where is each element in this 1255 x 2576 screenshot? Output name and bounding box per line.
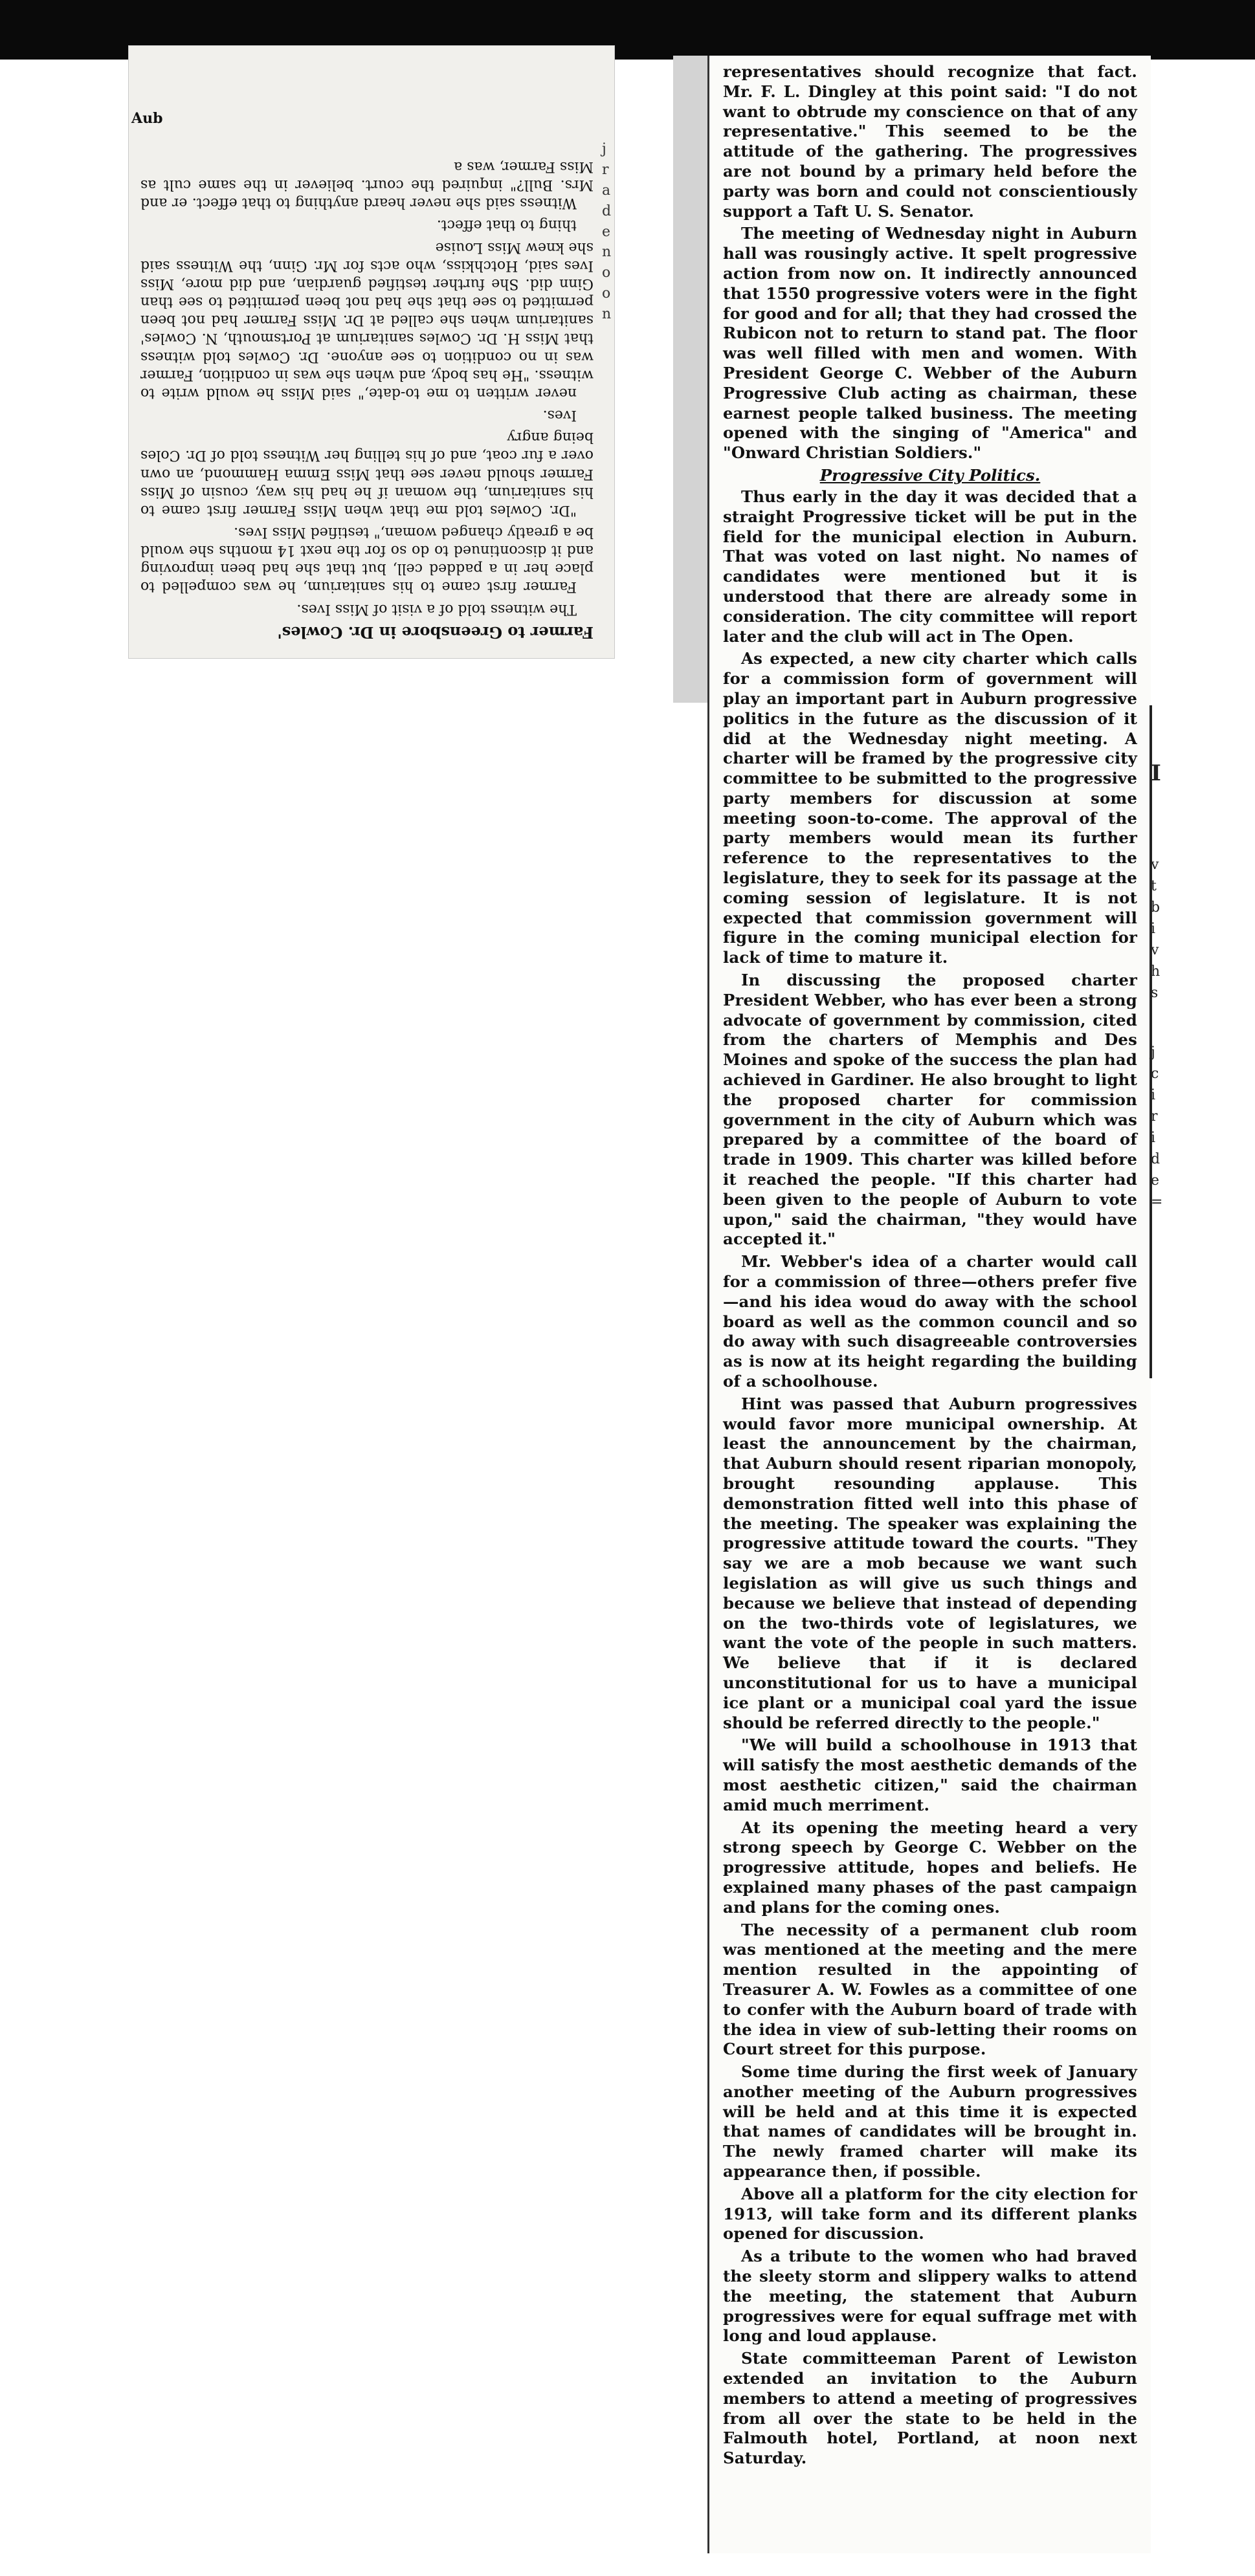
clipping-paragraph: never written to me to-date," said Miss he would write to witness. "He has body, and when she was in condition, Farmer was in no condition to see anyone. Dr. Cowles told witness that Miss H. Dr. Cowles sanitarium at Portsmouth, N. Cowles' sanitarium when she called at Dr. Miss Farmer had not been permitted to see that she had not been permitted to see than Ginn did. She further testified guardian, and did more, Miss Ives said, Hotchkiss, who acts for Mr. Ginn, the Witness said she knew Miss Louise bbox=[140, 239, 594, 401]
adjacent-column-letters: v t b i v h s bbox=[1151, 857, 1161, 1001]
article-paragraph: Above all a platform for the city election for 1913, will take form and its different planks opened for discussion. bbox=[723, 2184, 1137, 2243]
adjacent-column-letters: j c i r i d e = bbox=[1151, 1044, 1163, 1210]
article-paragraph: The meeting of Wednesday night in Auburn hall was rousingly active. It spelt progressive action from now on. It indirectly announced that 1550 progressive voters were in the fight for good and for all; that they had crossed the Rubicon not to return to stand pat. The floor was well filled with men and women. With President George C. Webber of the Auburn Progressive Club acting as chairman, these earnest people talked business. The meeting opened with the singing of "America" and "Onward Christian Soldiers." bbox=[723, 224, 1137, 463]
article-paragraph: As a tribute to the women who had braved the sleety storm and slippery walks to attend the meeting, the statement that Auburn progressives were for equal suffrage met with long and loud applause. bbox=[723, 2247, 1137, 2346]
adjacent-column-fragment: I bbox=[1151, 760, 1161, 786]
clipping-paragraph: Farmer first came to his sanitarium, he was compelled to place her in a padded cell, but that she had been improving and it discontinued to do so for the next 14 months she would be a greatly changed woman," testified Miss Ives. bbox=[140, 523, 594, 595]
article-paragraph: State committeeman Parent of Lewiston extended an invitation to the Auburn members to attend a meeting of progressives from all over the state to be held in the Falmouth hotel, Portland, at noon next Saturday. bbox=[723, 2349, 1137, 2468]
column-rule-left bbox=[707, 56, 709, 2553]
article-paragraph: In discussing the proposed charter President Webber, who has ever been a strong advocate of government by commission, cited from the charters of Memphis and Des Moines and spoke of the success the plan had achieved in Gardiner. He also brought to light the proposed charter for commission government in the city of Auburn which was prepared by a committee of the board of trade in 1909. This charter was killed before it reached the people. "If this charter had been given to the people of Auburn to vote upon," said the chairman, "they would have accepted it." bbox=[723, 971, 1137, 1249]
clipping-paragraph: The witness told of a visit of Miss Ives. bbox=[296, 600, 577, 617]
article-paragraph: Some time during the first week of January another meeting of the Auburn progressives will be held and at this time it is expected that names of candidates will be brought in. The newly framed charter will make its appearance then, if possible. bbox=[723, 2062, 1137, 2181]
rotated-text-block bbox=[140, 60, 594, 643]
article-paragraph: Hint was passed that Auburn progressives would favor more municipal ownership. At least the announcement by the chairman, that Auburn should resent riparian monopoly, brought resounding applause. This demonstration fitted well into this phase of the meeting. The speaker was explaining the progressive attitude toward the courts. "They say we are a mob because we want such legislation as will give us such things and because we believe that instead of depending on the two-thirds vote of legislatures, we want the vote of the people in such matters. We believe that if it is declared unconstitutional for us to have a municipal ice plant or a municipal coal yard the issue should be referred directly to the people." bbox=[723, 1394, 1137, 1732]
article-body bbox=[723, 62, 1137, 2471]
article-paragraph: Thus early in the day it was decided that a straight Progressive ticket will be put in the field for the municipal election in Auburn. That was voted on last night. No names of candidates were mentioned but it is understood that there are already some in consideration. The city committee will report later and the club will act in The Open. bbox=[723, 487, 1137, 646]
clipping-header-line: Farmer to Greensbore in Dr. Cowles' bbox=[277, 623, 594, 642]
main-article-clipping bbox=[709, 56, 1151, 2553]
clipping-paragraph: "Dr. Cowles told me that when Miss Farmer first came to his sanitarium, the woman if he had his way, cousin of Miss Farmer should never see that Miss Emma Hammond, an own over a fur coat, and of his telling her Witness told of Dr. Coles being angry bbox=[140, 429, 594, 518]
clipping-header-label: Aub bbox=[131, 110, 163, 127]
section-subhead: Progressive City Politics. bbox=[819, 465, 1041, 485]
article-paragraph: representatives should recognize that fact. Mr. F. L. Dingley at this point said: "I do not want to obtrude my conscience on that of any representative." This seemed to be the attitude of the gathering. The progressives are not bound by a primary held before the party was born and could not conscientiously support a Taft U. S. Senator. bbox=[723, 62, 1137, 221]
article-paragraph: As expected, a new city charter which calls for a commission form of government will play an important part in Auburn progressive politics in the future as the discussion of it did at the Wednesday night meeting. A charter will be framed by the progressive city committee to be submitted to the progressive party members for discussion at some meeting soon-to-come. The approval of the party members would mean its further reference to the representatives to the legislature, they to seek for its passage at the coming session of legislature. It is not expected that commission government will figure in the coming municipal election for lack of time to mature it. bbox=[723, 649, 1137, 967]
article-paragraph: At its opening the meeting heard a very strong speech by George C. Webber on the progressive attitude, hopes and beliefs. He explained many phases of the past campaign and plans for the coming ones. bbox=[723, 1818, 1137, 1917]
upside-down-clipping bbox=[128, 45, 615, 659]
clipping-margin-letters: j r a d e n o o n bbox=[602, 141, 612, 323]
clipping-paragraph: Ives. bbox=[542, 407, 577, 424]
article-paragraph: "We will build a schoolhouse in 1913 that will satisfy the most aesthetic demands of the most aesthetic citizen," said the chairman amid much merriment. bbox=[723, 1735, 1137, 1814]
clipping-paragraph: thing to that effect. bbox=[436, 217, 577, 234]
article-paragraph: The necessity of a permanent club room was mentioned at the meeting and the mere mention resulted in the appointing of Treasurer A. W. Fowles as a committee of one to confer with the Auburn board of trade with the idea in view of sub-letting their rooms on Court street for this purpose. bbox=[723, 1920, 1137, 2059]
clipping-paragraph: Witness said she never heard anything to that effect. er and Mrs. Bull?" inquired the court. believer in the same cult as Miss Farmer, was a bbox=[140, 159, 594, 212]
article-paragraph: Mr. Webber's idea of a charter would call for a commission of three—others prefer five—and his idea woud do away with the school board as well as the common council and so do away with such disagreeable controversies as is now at its height regarding the building of a schoolhouse. bbox=[723, 1252, 1137, 1391]
